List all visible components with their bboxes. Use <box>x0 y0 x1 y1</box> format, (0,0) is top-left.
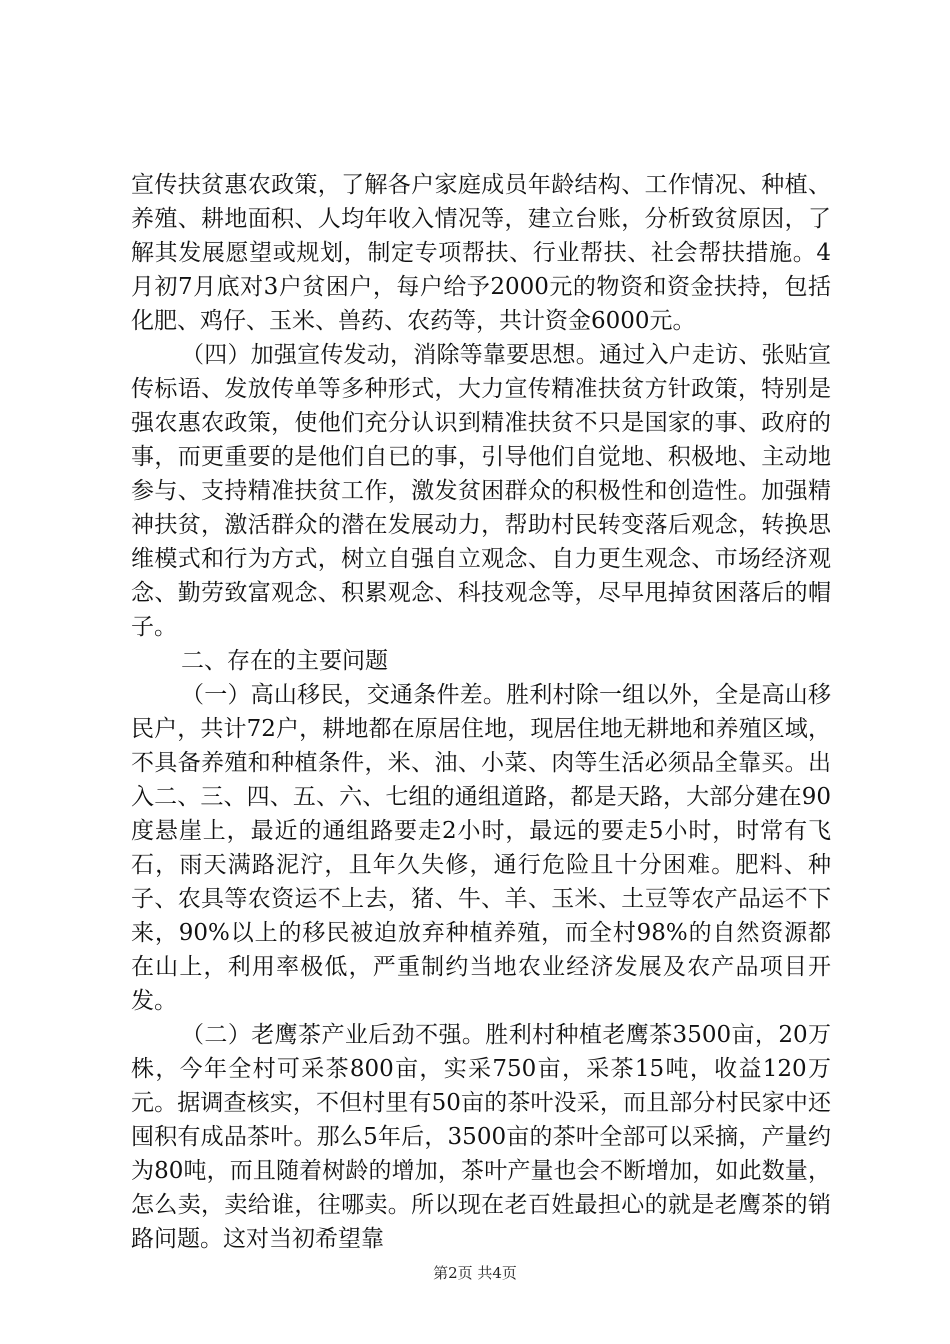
paragraph-section-four: （四）加强宣传发动，消除等靠要思想。通过入户走访、张贴宣传标语、发放传单等多种形式，大力宣传精准扶贫方针政策，特别是强农惠农政策，使他们充分认识到精准扶贫不只是国家的事、政府的事，而更重要的是他们自已的事，引导他们自觉地、积极地、主动地参与、支持精准扶贫工作，激发贫困群众的积极性和创造性。加强精神扶贫，激活群众的潜在发展动力，帮助村民转变落后观念，转换思维模式和行为方式，树立自强自立观念、自力更生观念、市场经济观念、勤劳致富观念、积累观念、科技观念等，尽早甩掉贫困落后的帽子。 <box>131 342 831 640</box>
section-heading-main-problems: 二、存在的主要问题 <box>181 648 388 674</box>
page-number-footer: 第2页 共4页 <box>433 1264 517 1282</box>
paragraph-continuation: 宣传扶贫惠农政策，了解各户家庭成员年龄结构、工作情况、种植、养殖、耕地面积、人均年收入情况等，建立台账，分析致贫原因，了解其发展愿望或规划，制定专项帮扶、行业帮扶、社会帮扶措施。4月初7月底对3户贫困户，每户给予2000元的物资和资金扶持，包括化肥、鸡仔、玉米、兽药、农药等，共计资金6000元。 <box>131 172 831 334</box>
document-body <box>131 168 831 1256</box>
paragraph-problem-one: （一）高山移民，交通条件差。胜利村除一组以外，全是高山移民户，共计72户，耕地都在原居住地，现居住地无耕地和养殖区域，不具备养殖和种植条件，米、油、小菜、肉等生活必须品全靠买。出入二、三、四、五、六、七组的通组道路，都是天路，大部分建在90度悬崖上，最近的通组路要走2小时，最远的要走5小时，时常有飞石，雨天满路泥泞，且年久失修，通行危险且十分困难。肥料、种子、农具等农资运不上去，猪、牛、羊、玉米、土豆等农产品运不下来，90%以上的移民被迫放弃种植养殖，而全村98%的自然资源都在山上，利用率极低，严重制约当地农业经济发展及农产品项目开发。 <box>131 682 831 1014</box>
paragraph-problem-two: （二）老鹰茶产业后劲不强。胜利村种植老鹰茶3500亩，20万株，今年全村可采茶800亩，实采750亩，采茶15吨，收益120万元。据调查核实，不但村里有50亩的茶叶没采，而且部分村民家中还囤积有成品茶叶。那么5年后，3500亩的茶叶全部可以采摘，产量约为80吨，而且随着树龄的增加，茶叶产量也会不断增加，如此数量，怎么卖，卖给谁，往哪卖。所以现在老百姓最担心的就是老鹰茶的销路问题。这对当初希望靠 <box>131 1022 831 1252</box>
